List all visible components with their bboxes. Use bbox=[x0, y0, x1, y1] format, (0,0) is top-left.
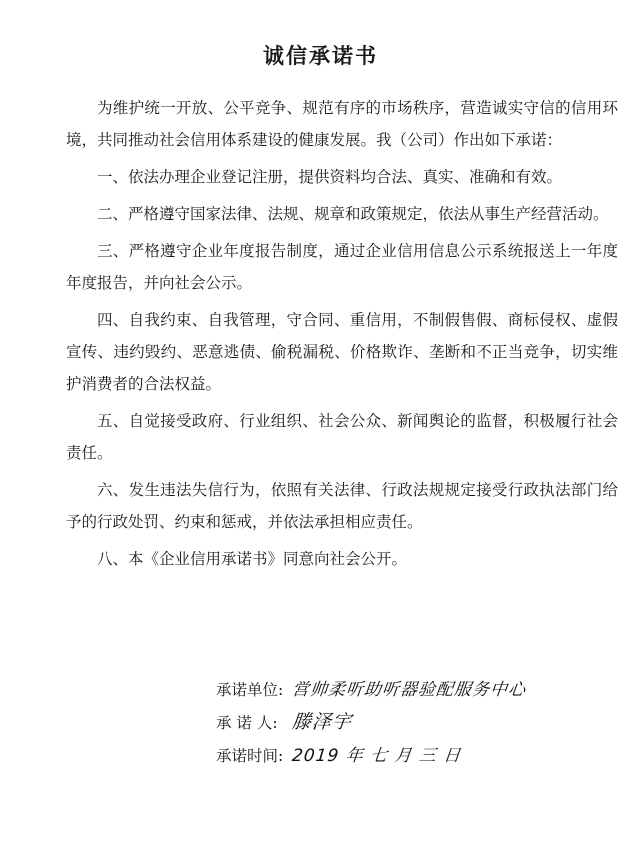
clause-4: 四、自我约束、自我管理，守合同、重信用，不制假售假、商标侵权、虚假宣传、违约毁约、恶意逃债、偷税漏税、价格欺诈、垄断和不正当竞争，切实维护消费者的合法权益。 bbox=[66, 311, 618, 393]
signature-person-row bbox=[216, 708, 616, 736]
clause-2: 二、严格遵守国家法律、法规、规章和政策规定，依法从事生产经营活动。 bbox=[97, 205, 609, 223]
intro-paragraph: 为维护统一开放、公平竞争、规范有序的市场秩序，营造诚实守信的信用环境，共同推动社会信用体系建设的健康发展。我（公司）作出如下承诺： bbox=[66, 99, 618, 149]
clause-1: 一、依法办理企业登记注册，提供资料均合法、真实、准确和有效。 bbox=[97, 168, 563, 186]
clause-5: 五、自觉接受政府、行业组织、社会公众、新闻舆论的监督，积极履行社会责任。 bbox=[66, 412, 618, 462]
clause-3: 三、严格遵守企业年度报告制度，通过企业信用信息公示系统报送上一年度年度报告，并向社会公示。 bbox=[66, 242, 618, 292]
signature-date-row bbox=[216, 742, 616, 770]
clause-6: 六、发生违法失信行为，依照有关法律、行政法规规定接受行政执法部门给予的行政处罚、约束和惩戒，并依法承担相应责任。 bbox=[66, 481, 618, 531]
signature-date-handwriting: 2019 年 七 月 三 日 bbox=[290, 746, 463, 766]
signature-person-label: 承 诺 人: bbox=[216, 714, 278, 732]
signature-person-handwriting: 滕泽宇 bbox=[290, 711, 354, 733]
signature-unit-row bbox=[216, 676, 616, 704]
signature-unit-handwriting: 営帅柔听助听器验配服务中心 bbox=[290, 680, 528, 700]
signature-unit-label: 承诺单位: bbox=[216, 681, 284, 699]
clause-8: 八、本《企业信用承诺书》同意向社会公开。 bbox=[97, 550, 408, 568]
signature-date-label: 承诺时间: bbox=[216, 747, 284, 765]
document-body bbox=[66, 92, 618, 575]
document-title: 诚信承诺书 bbox=[263, 43, 378, 68]
